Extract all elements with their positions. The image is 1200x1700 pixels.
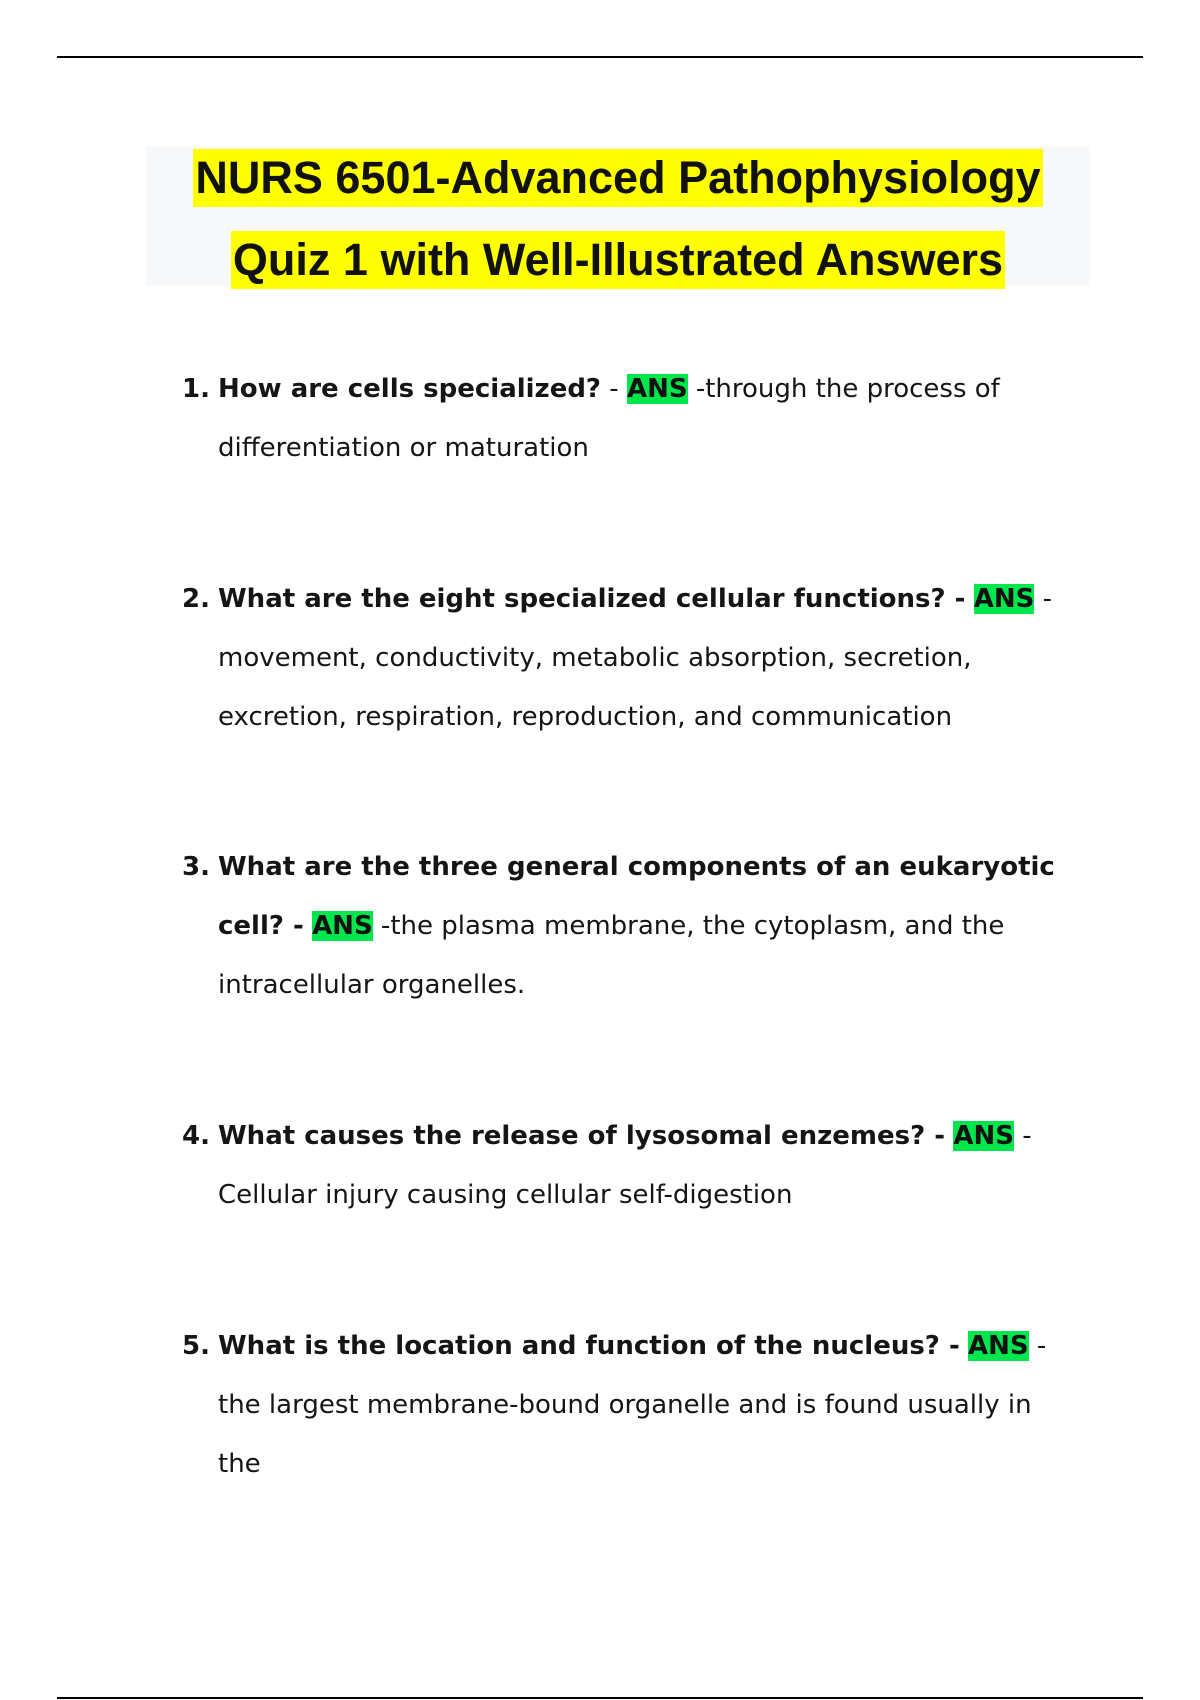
question-number: 5.: [182, 1331, 210, 1361]
answer-text: Cellular injury causing cellular self-digestion: [218, 1180, 793, 1210]
question-text: What are the eight specialized cellular functions? -: [218, 584, 966, 614]
answer-label: ANS: [953, 1121, 1014, 1151]
question-text: How are cells specialized?: [218, 374, 602, 404]
question-item: [182, 570, 1082, 747]
header-rule: [57, 56, 1143, 58]
separator: [965, 584, 973, 614]
separator: -: [1028, 1331, 1047, 1361]
answer-label: ANS: [968, 1331, 1029, 1361]
answer-label: ANS: [626, 374, 688, 404]
question-number: 3.: [182, 852, 210, 882]
question-item: [182, 360, 1082, 478]
document-title: [146, 146, 1090, 286]
separator: [304, 911, 312, 941]
question-number: 4.: [182, 1121, 210, 1151]
question-number: 1.: [182, 374, 210, 404]
answer-text: the plasma membrane, the cytoplasm, and the intracellular organelles.: [218, 911, 1005, 1000]
question-item: [182, 1317, 1082, 1494]
question-number: 2.: [182, 584, 210, 614]
separator: -: [372, 911, 391, 941]
title-line-2: Quiz 1 with Well-Illustrated Answers: [231, 231, 1005, 289]
question-text: What is the location and function of the nucleus? -: [218, 1331, 960, 1361]
separator: [960, 1331, 968, 1361]
footer-rule: [57, 1697, 1143, 1699]
answer-label: ANS: [312, 911, 373, 941]
answer-text: through the process of differentiation or maturation: [218, 374, 1000, 463]
question-text: What are the three general components of an eukaryotic cell? -: [218, 852, 1055, 941]
separator: -: [601, 374, 627, 404]
question-item: [182, 1107, 1082, 1225]
answer-text: movement, conductivity, metabolic absorption, secretion, excretion, respiration, reproduction, and communication: [218, 643, 972, 732]
title-line-1: NURS 6501-Advanced Pathophysiology: [193, 149, 1042, 207]
question-item: [182, 838, 1082, 1015]
question-text: What causes the release of lysosomal enzemes? -: [218, 1121, 946, 1151]
separator: -: [1034, 584, 1052, 614]
answer-text: the largest membrane-bound organelle and is found usually in the: [218, 1390, 1032, 1479]
answer-label: ANS: [973, 584, 1035, 614]
separator: -: [1013, 1121, 1032, 1151]
separator: -: [687, 374, 706, 404]
